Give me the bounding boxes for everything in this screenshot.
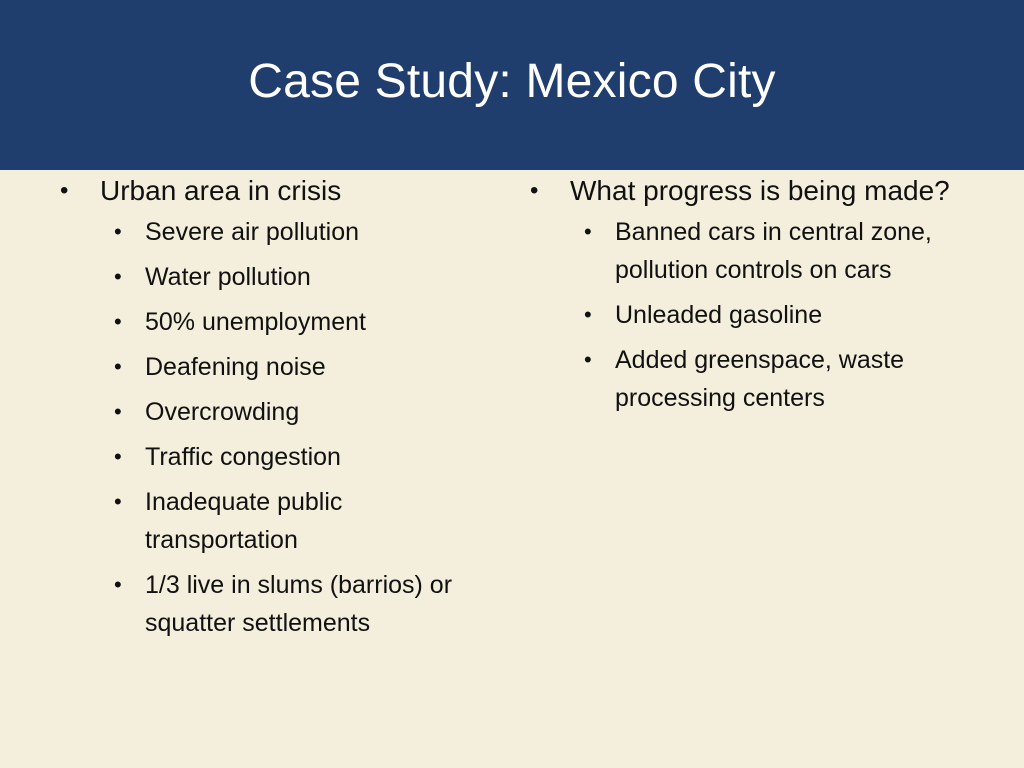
right-bullet-list [530,170,970,417]
bullet-icon: • [114,399,122,424]
list-item [100,258,480,296]
bullet-icon: • [114,489,122,514]
bullet-icon: • [114,219,122,244]
left-heading-text: Urban area in crisis [100,175,342,206]
list-item-text: Unleaded gasoline [615,301,823,329]
list-item-text: Traffic congestion [145,443,341,471]
left-sub-list [100,213,480,642]
list-item-text: Inadequate public transportation [145,488,343,554]
list-item-text: Severe air pollution [145,218,360,246]
bullet-icon: • [114,264,122,289]
list-item [570,341,970,417]
list-item [100,348,480,386]
list-item [570,296,970,334]
list-item [100,213,480,251]
left-column [60,170,480,649]
list-item-text: Banned cars in central zone, pollution controls on cars [615,218,932,284]
bullet-icon: • [530,177,539,204]
list-item-text: 50% unemployment [145,308,366,336]
right-heading-text: What progress is being made? [570,175,950,206]
list-item-text: Deafening noise [145,353,326,381]
list-item [100,483,480,559]
left-heading-item [60,170,480,642]
list-item-text: 1/3 live in slums (barrios) or squatter settlements [145,571,453,637]
list-item-text: Overcrowding [145,398,300,426]
bullet-icon: • [114,444,122,469]
title-bar [0,0,1024,170]
list-item [100,438,480,476]
left-bullet-list [60,170,480,642]
right-column [530,170,970,424]
bullet-icon: • [114,572,122,597]
bullet-icon: • [584,219,592,244]
list-item [100,566,480,642]
slide-title: Case Study: Mexico City [248,54,776,108]
bullet-icon: • [114,354,122,379]
bullet-icon: • [584,347,592,372]
list-item-text: Water pollution [145,263,311,291]
right-heading-item [530,170,970,417]
right-sub-list [570,213,970,417]
list-item-text: Added greenspace, waste processing centers [615,346,905,412]
list-item [100,393,480,431]
bullet-icon: • [60,177,69,204]
list-item [100,303,480,341]
bullet-icon: • [114,309,122,334]
list-item [570,213,970,289]
bullet-icon: • [584,302,592,327]
